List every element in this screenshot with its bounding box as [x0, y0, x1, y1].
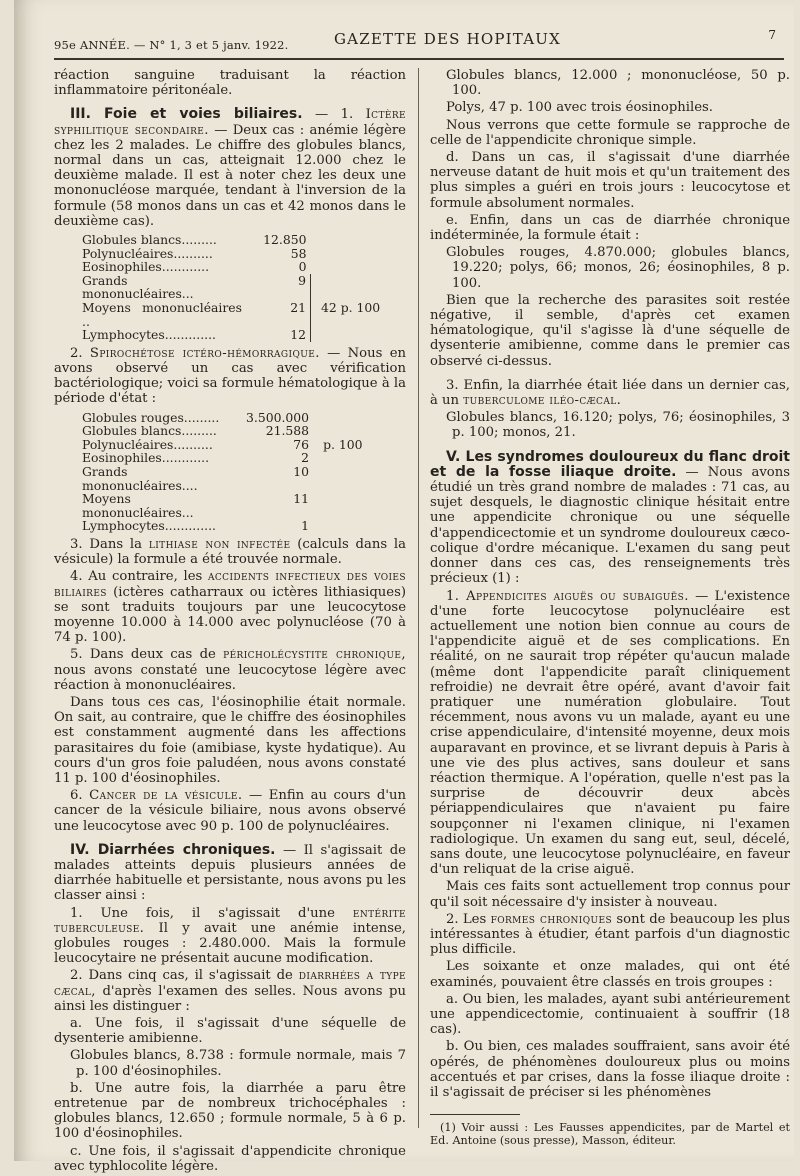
bracket-total: 42 p. 100 [311, 274, 396, 342]
paragraph [54, 569, 406, 645]
paragraph-text: Il y avait une anémie intense, globules rouges : 2.480.000. Mais la formule leucocytaire ne présentait aucune modification. [54, 920, 406, 967]
formula-row [82, 451, 397, 465]
paragraph-text: — Il s'agissait de malades atteints depuis plusieurs années de diarrhée habituelle et persistante, nous avons pu les classer ainsi : [54, 842, 406, 904]
paragraph: Les soixante et onze malades, qui ont été examinés, pouvaient être classés en trois groupes : [430, 959, 790, 990]
paragraph-text: — L'existence d'une forte leucocytose polynucléaire est actuellement une notion bien connue au cours de l'appendicite aiguë et de ses complications. En réalité, on ne saurait trop répéter qu'aucun malade (même dont l'appendicite paraît cliniquement refroidie) ne devrait être opéré, avant d'avoir fait pratiquer une numération globulaire. Tout récemment, nous avons vu un malade, ayant eu une crise appendiculaire, d'intensité moyenne, deux mois auparavant en province, et se livrant depuis à Paris à une vie des plus actives, sans douleur et sans réaction thermique. A l'opération, quelle n'est pas la surprise de découvrir deux abcès périappendiculaires que n'avaient pu faire soupçonner ni l'examen clinique, ni l'examen radiologique. Un examen du sang eut, seul, décelé, sans doute, une leucocytose polynucléaire, en faveur d'un reliquat de la crise aiguë. [430, 588, 790, 878]
term: diarrhées a type cæcal, [54, 968, 406, 999]
formula-value: 10 [293, 463, 310, 479]
formula-label: Globules blancs......... [82, 232, 217, 248]
blood-formula-table [82, 233, 395, 342]
term: accidents infectieux des voies biliaires [54, 569, 406, 600]
formula-line: Globules blancs, 8.738 : formule normale, mais 7 p. 100 d'éosinophiles. [70, 1048, 406, 1079]
term: entérite tuberculeuse. [54, 905, 406, 936]
paragraph-text: 1. Une fois, il s'agissait d'une [70, 905, 335, 921]
paragraph [54, 537, 406, 567]
paragraph-text: d'après l'examen des selles. Nous avons pu ainsi les distinguer : [54, 983, 406, 1014]
paragraph: e. Enfin, dans un cas de diarrhée chronique indéterminée, la formule était : [430, 212, 790, 244]
formula-value: 1 [301, 518, 310, 534]
term: Spirochétose ictéro-hémorragique. [89, 345, 320, 361]
formula-row [82, 274, 395, 301]
term: Ictère syphilitique secondaire. [54, 107, 406, 138]
formula-label: Grands mononucléaires... [82, 272, 194, 302]
formula-line: Globules rouges, 4.870.000; globules blancs, 19.220; polys, 66; monos, 26; éosinophiles, 8 p. 100. [446, 245, 790, 291]
formula-line: Globules blancs, 12.000 ; mononucléose, 50 p. 100. [446, 68, 790, 99]
paragraph: a. Une fois, il s'agissait d'une séquelle de dysenterie amibienne. [54, 1016, 406, 1047]
formula-value: 12.850 [263, 232, 307, 248]
paragraph: b. Ou bien, ces malades souffraient, sans avoir été opérés, de phénomènes douloureux plus ou moins accentués et par crises, dans la fosse iliaque droite : il s'agissait de préciser si les phénomènes [430, 1039, 790, 1100]
section-4-paragraph [54, 843, 406, 904]
formula-value: 2 [301, 450, 310, 466]
section-heading: IV. Diarrhées chroniques. [70, 841, 276, 858]
formula-value: 76 [293, 436, 310, 452]
paragraph-text: (ictères catharraux ou ictères lithiasiques) se sont traduits toujours par une leucocytose moyenne 10.000 à 14.000 avec polynucléose (70 à 74 p. 100). [54, 584, 406, 646]
paragraph: Dans tous ces cas, l'éosinophilie était normale. On sait, au contraire, que le chiffre des éosinophiles est constamment augmenté dans les affections parasitaires du foie (amibiase, kyste hydatique). Au cours d'un gros foie paludéen, nous avons constaté 11 p. 100 d'éosinophiles. [54, 694, 406, 786]
formula-row [82, 424, 397, 438]
term: 1. Appendicites aiguës ou subaiguës. [446, 588, 689, 604]
formula-unit [313, 424, 397, 438]
term: Cancer de la vésicule. [89, 788, 243, 804]
formula-value: 12 [290, 327, 306, 343]
term: formes chroniques [490, 911, 613, 927]
formula-value: 21.588 [265, 423, 310, 439]
paragraph-text: — Nous avons étudié un très grand nombre de malades : 71 cas, au sujet desquels, le diagnostic clinique hésitait entre une appendicite chronique ou une séquelle d'appendicectomie et un syndrome douloureux cæco-colique d'ordre mécanique. L'examen du sang peut donner dans ces cas, des renseignements très précieux (1) : [430, 464, 791, 587]
term: lithiase non infectée [148, 536, 291, 552]
term: péricholécystite chronique, [223, 647, 406, 663]
section-heading: V. Les syndromes douloureux du flanc droit et de la fosse iliaque droite. [430, 448, 790, 480]
section-3-paragraph: III. Foie et voies biliaires. — 1. Ictère syphilitique secondaire. — Deux cas : anémie légère chez les 2 malades. Le chiffre des globules blancs, normal dans un cas, atteignait 12.000 chez le deuxième malade. Il est à noter chez les deux une mononucléose marquée, tendant à l'inversion de la formule (58 monos dans un cas et 42 monos dans le deuxième cas). [54, 106, 406, 229]
formula-row [82, 233, 395, 247]
formula-row [82, 519, 397, 533]
paragraph-text: 6. [70, 788, 83, 804]
formula-line: Globules blancs, 16.120; polys, 76; éosinophiles, 3 p. 100; monos, 21. [446, 410, 790, 441]
paragraph [54, 788, 406, 834]
paragraph-text: nous avons constaté une leucocytose légère avec réaction à mononucléaires. [54, 662, 406, 693]
section-heading: III. Foie et voies biliaires. [70, 106, 303, 123]
formula-label: Globules rouges......... [82, 409, 220, 425]
paragraph-text: — Deux cas : anémie légère chez les 2 malades. Le chiffre des globules blancs, normal dans un cas, atteignait 12.000 chez le deuxième malade. Il est à noter chez les deux une mononucléose marquée, tendant à l'inversion de la formule (58 monos dans un cas et 42 monos dans le deuxième cas). [54, 122, 406, 229]
paragraph: Nous verrons que cette formule se rapproche de celle de l'appendicite chronique simple. [430, 117, 790, 148]
formula-unit: p. 100 [323, 436, 363, 452]
paragraph-text: 2. Dans cinq cas, il s'agissait de [70, 968, 293, 984]
formula-label: Lymphocytes............. [82, 327, 216, 343]
paragraph-text: — Enfin au cours d'un cancer de la vésicule biliaire, nous avons observé une leucocytose avec 90 p. 100 de polynucléaires. [54, 788, 406, 834]
paragraph [54, 968, 406, 1014]
formula-label: Moyens mononucléaires... [82, 491, 194, 520]
formula-row [82, 438, 397, 452]
paragraph: a. Ou bien, les malades, ayant subi antérieurement une appendicectomie, continuaient à souffrir (18 cas). [430, 991, 790, 1038]
formula-label: Lymphocytes............. [82, 518, 216, 534]
formula-label: Polynucléaires.......... [82, 245, 213, 261]
footnote-rule [430, 1114, 520, 1115]
formula-value: 9 [298, 272, 306, 288]
formula-unit [313, 519, 397, 533]
paragraph-text: 2. Les [446, 911, 487, 927]
formula-value: 11 [293, 491, 310, 507]
formula-label: Eosinophiles............ [82, 450, 210, 466]
formula-row [82, 492, 397, 519]
paragraph: Bien que la recherche des parasites soit restée négative, il semble, d'après cet examen hématologique, qu'il s'agisse là d'une séquelle de dysenterie amibienne, comme dans le premier cas observé ci-dessus. [430, 292, 790, 369]
formula-unit [313, 465, 397, 492]
formula-label: Grands mononucléaires.... [82, 463, 198, 493]
issue-info: 95e ANNÉE. — N° 1, 3 et 5 janv. 1922. [54, 38, 289, 52]
left-column [54, 68, 406, 1176]
paragraph-text: 3. Enfin, la diarrhée était liée dans un dernier cas, à un [430, 377, 790, 409]
running-header [54, 28, 784, 60]
formula-row [82, 247, 395, 261]
paragraph-text: 4. Au contraire, les [70, 569, 203, 585]
paragraph [430, 912, 790, 958]
formula-value: 3.500.000 [246, 409, 310, 425]
term: tuberculome iléo-cæcal. [463, 393, 622, 409]
formula-unit [313, 451, 397, 465]
paragraph-text: sont de beaucoup les plus intéressantes à étudier, étant parfois d'un diagnostic plus difficile. [430, 911, 790, 958]
section-5-paragraph [430, 450, 790, 587]
formula-label: Eosinophiles............ [82, 259, 210, 275]
formula-label: Moyens mononucléaires .. [82, 300, 242, 329]
footnote: (1) Voir aussi : Les Fausses appendicites, par de Martel et Ed. Antoine (sous presse), Masson, éditeur. [430, 1121, 790, 1148]
paragraph-text: — Nous en avons observé un cas avec vérification bactériologique; voici sa formule hématologique à la période d'état : [54, 345, 406, 407]
formula-row [82, 465, 397, 492]
right-column [430, 68, 790, 1149]
formula-line: Polys, 47 p. 100 avec trois éosinophiles. [446, 100, 713, 116]
formula-label: Globules blancs......... [82, 423, 217, 439]
paragraph: réaction sanguine traduisant la réaction inflammatoire péritonéale. [54, 68, 406, 99]
journal-title: GAZETTE DES HOPITAUX [334, 30, 561, 48]
paragraph [54, 906, 406, 967]
paragraph-text: 5. Dans deux cas de [70, 647, 216, 663]
page-number: 7 [768, 28, 776, 42]
paragraph: b. Une autre fois, la diarrhée a paru être entretenue par de nombreux trichocéphales : globules blancs, 12.650 ; formule normale, 5 à 6 p. 100 d'éosinophiles. [54, 1080, 406, 1142]
journal-page [14, 0, 794, 1174]
formula-value: 58 [290, 245, 307, 261]
paragraph: Mais ces faits sont actuellement trop connus pour qu'il soit nécessaire d'y insister à nouveau. [430, 879, 790, 910]
paragraph: 2. Spirochétose ictéro-hémorragique. — Nous en avons observé un cas avec vérification bactériologique; voici sa formule hématologique à la période d'état : [54, 345, 406, 407]
formula-unit [313, 411, 397, 425]
paragraph [430, 378, 790, 408]
paragraph: d. Dans un cas, il s'agissait d'une diarrhée nerveuse datant de huit mois et qu'un traitement des plus simples a guéri en trois jours : leucocytose et formule absolument normales. [430, 150, 790, 211]
column-divider [418, 68, 419, 1128]
paragraph-text: 3. Dans la [70, 536, 142, 552]
formula-value: 21 [290, 300, 306, 315]
blood-formula-table [82, 411, 397, 533]
formula-unit [313, 492, 397, 519]
formula-value: 0 [298, 259, 307, 275]
formula-row [82, 260, 395, 274]
formula-row [82, 411, 397, 425]
paragraph [430, 589, 790, 878]
paragraph: c. Une fois, il s'agissait d'appendicite chronique avec typhlocolite légère. [54, 1143, 406, 1174]
formula-label: Polynucléaires.......... [82, 436, 213, 452]
paragraph [54, 647, 406, 693]
paragraph-text: (calculs dans la vésicule) la formule a été trouvée normale. [54, 536, 407, 568]
